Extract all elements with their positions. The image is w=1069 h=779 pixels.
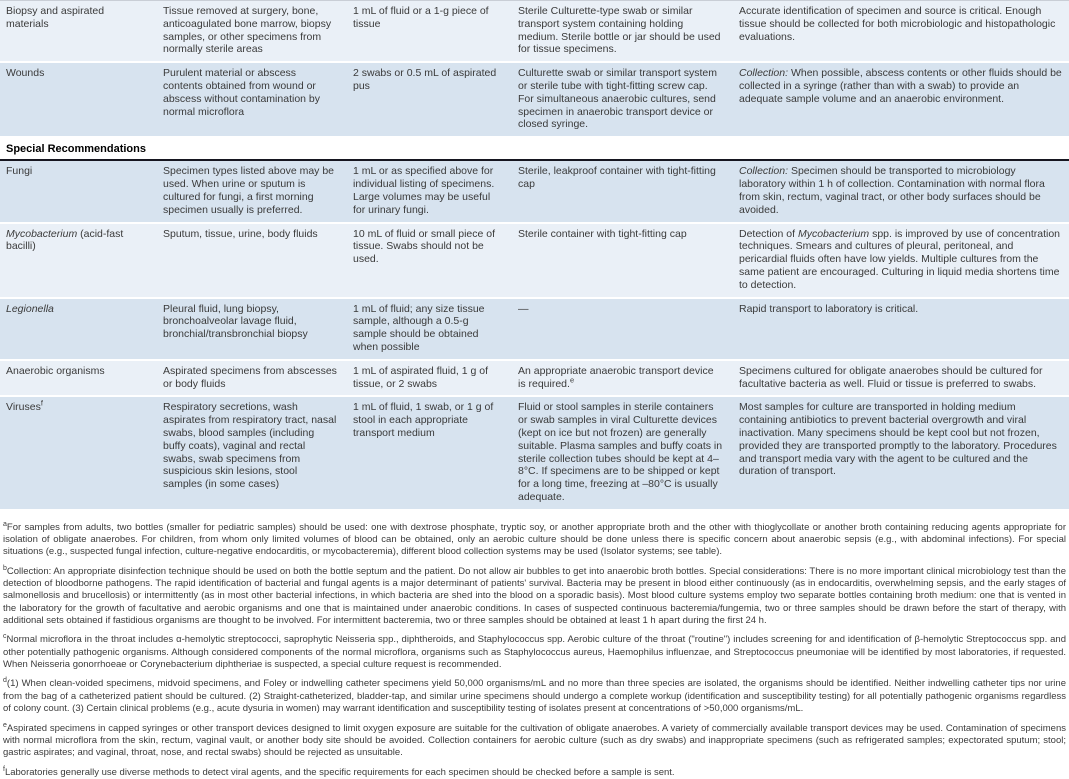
cell-minimum-volume: 1 mL of fluid; any size tissue sample, although a 0.5-g sample should be obtained when possible: [353, 302, 485, 353]
cell-other-considerations: Collection: When possible, abscess contents or other fluids should be collected in a syringe (rather than with a swab) to provide an adequate sample volume and an anaerobic environment.: [739, 67, 1062, 105]
cell-minimum-volume: 1 mL or as specified above for individual listing of specimens. Large volumes may be useful for urinary fungi.: [353, 165, 495, 216]
footnote-marker: d: [3, 677, 7, 685]
cell-specimen: Specimen types listed above may be used. When urine or sputum is cultured for fungi, a first morning specimen usually is preferred.: [163, 165, 335, 216]
cell-category: Fungi: [6, 165, 33, 178]
cell-specimen: Aspirated specimens from abscesses or body fluids: [163, 364, 337, 390]
cell-other-considerations: Most samples for culture are transported in holding medium containing antibiotics to prevent bacterial overgrowth and viral inactivation. Many specimens should be kept cool but not frozen, provided they are transported promptly to the laboratory. Procedures and transport media vary with the agent to be cultured and the duration of transport.: [739, 401, 1057, 478]
cell-other-considerations: Accurate identification of specimen and source is critical. Enough tissue should be collected for both microbiologic and histopathologic evaluations.: [739, 5, 1056, 43]
cell-category: Wounds: [6, 67, 45, 80]
table-row: [0, 1, 1069, 63]
footnote-e: $^e$Aspirated specimens in capped syringes or other transport devices designed to limit oxygen exposure are suitable for the cultivation of obligate anaerobes. A variety of commercially available transport devices may be used. Contamination of specimens with normal microflora from the skin, rectum, vaginal vault, or another body site should be avoided. Collection containers for aerobic culture (such as dry swabs) and inappropriate specimens (such as refrigerated samples; expectorated sputum; stool; gastric aspirates; and vaginal, throat, nose, and rectal swabs) should be rejected as unsuitable.: [3, 721, 1066, 759]
cell-minimum-volume: 10 mL of fluid or small piece of tissue. Swabs should not be used.: [353, 227, 496, 266]
footnote-marker: f: [40, 398, 43, 408]
footnote-marker: e: [569, 375, 575, 385]
cell-category: Anaerobic organisms: [6, 364, 105, 377]
footnote-a: $^a$For samples from adults, two bottles (smaller for pediatric samples) should be used: one with dextrose phosphate, tryptic soy, or another appropriate broth and the other with thioglycollate or another broth containing reducing agents appropriate for isolation of obligate anaerobes. For children, from whom only limited volumes of blood can be obtained, only an aerobic culture should be done unless there is specific concern about anaerobic sepsis (e.g., with abdominal infections). For special situations (e.g., suspected fungal infection, culture-negative endocarditis, or mycobacteremia), different blood collection systems may be used (Isolator systems; see table).: [3, 520, 1066, 558]
section-header-special-recommendations: Special Recommendations: [0, 138, 1069, 161]
cell-specimen: Respiratory secretions, wash aspirates from respiratory tract, nasal swabs, blood samples (including buffy coats), vaginal and rectal swabs, swab specimens from suspicious skin lesions, stool samples (in some cases): [163, 401, 337, 491]
cell-container: Sterile, leakproof container with tight-fitting cap: [518, 165, 716, 191]
cell-minimum-volume: 1 mL of aspirated fluid, 1 g of tissue, or 2 swabs: [353, 364, 489, 390]
cell-container: —: [518, 302, 529, 315]
footnote-b: $^b$Collection: An appropriate disinfection technique should be used on both the bottle septum and the patient. Do not allow air bubbles to get into anaerobic broth bottles. Special considerations: There is no more important clinical microbiology test than the detection of bloodborne pathogens. The rapid identification of bacterial and fungal agents is a major determinant of patients' survival. Bacteria may be present in blood either continuously (as in endocarditis, overwhelming sepsis, and the early stages of salmonellosis and brucellosis) or intermittently (as in most other bacterial infections, in which bacteria are shed into the blood on a sporadic basis). Most blood culture systems employ two separate bottles containing broth medium: one that is vented in the laboratory for the growth of facultative and aerobic organisms and one that is maintained under anaerobic conditions. In cases of suspected continuous bacteremia/fungemia, two or three samples should be drawn before the start of therapy, with additional sets obtained if fastidious organisms are thought to be involved. For intermittent bacteremia, two or three samples should be obtained at least 1 h apart during the first 24 h.: [3, 564, 1066, 627]
cell-container: Sterile Culturette-type swab or similar transport system containing holding medium. Sterile bottle or jar should be used for tissue specimens.: [518, 5, 721, 56]
cell-container: An appropriate anaerobic transport device is required.$^e$: [518, 364, 714, 390]
cell-minimum-volume: 2 swabs or 0.5 mL of aspirated pus: [353, 67, 497, 92]
cell-other-considerations: Detection of Mycobacterium spp. is improved by use of concentration techniques. Smears and cultures of pleural, peritoneal, and pericardial fluids often have low yields. Multiple cultures from the same patient are encouraged. Culturing in liquid media shortens time to detection.: [739, 227, 1061, 291]
cell-minimum-volume: 1 mL of fluid or a 1-g piece of tissue: [353, 5, 489, 30]
footnote-f: $^f$Laboratories generally use diverse methods to detect viral agents, and the specific requirements for each specimen should be checked before a sample is sent.: [3, 765, 675, 778]
table-row: [0, 299, 1069, 361]
cell-specimen: Pleural fluid, lung biopsy, bronchoalveolar lavage fluid, bronchial/transbronchial biopsy: [163, 302, 308, 341]
table-row: [0, 361, 1069, 398]
table-row: [0, 161, 1069, 223]
cell-other-considerations: Collection: Specimen should be transported to microbiology laboratory within 1 h of collection. Contamination with normal flora from skin, rectum, vaginal tract, or other body surfaces should be avoided.: [739, 165, 1045, 216]
footnote-marker: b: [3, 564, 7, 572]
cell-category: Biopsy and aspirated materials: [6, 5, 105, 30]
cell-other-considerations: Specimens cultured for obligate anaerobes should be cultured for facultative bacteria as well. Fluid or tissue is preferred to swabs.: [739, 364, 1043, 390]
footnote-marker: f: [3, 765, 5, 773]
cell-minimum-volume: 1 mL of fluid, 1 swab, or 1 g of stool in each appropriate transport medium: [353, 401, 494, 439]
table-row: [0, 397, 1069, 510]
cell-category: Mycobacterium (acid-fast bacilli): [6, 227, 124, 253]
cell-specimen: Tissue removed at surgery, bone, anticoagulated bone marrow, biopsy samples, or other specimens from normally sterile areas: [163, 5, 332, 56]
footnote-marker: c: [3, 633, 7, 641]
cell-container: Sterile container with tight-fitting cap: [518, 227, 687, 240]
cell-specimen: Sputum, tissue, urine, body fluids: [163, 227, 318, 240]
footnote-c: $^c$Normal microflora in the throat includes α-hemolytic streptococci, saprophytic Neisseria spp., diphtheroids, and Staphylococcus spp. Aerobic culture of the throat ("routine") includes screening for and identification of β-hemolytic Streptococcus spp. and other potentially pathogenic organisms. Although considered components of the normal microflora, organisms such as Staphylococcus aureus, Haemophilus influenzae, and Streptococcus pneumoniae will be identified by most laboratories, if requested. When Neisseria gonorrhoeae or Corynebacterium diphtheriae is suspected, a special culture request is recommended.: [3, 633, 1066, 671]
table-row: [0, 63, 1069, 138]
cell-category: Viruses$^f$: [6, 398, 43, 414]
footnote-d: $^d$(1) When clean-voided specimens, midvoid specimens, and Foley or indwelling catheter specimens yield 50,000 organisms/mL and no more than three species are isolated, the organisms should be identified. Neither indwelling catheter tips nor urine from the bag of a catheterized patient should be cultured. (2) Straight-catheterized, bladder-tap, and similar urine specimens should undergo a complete workup (identification and susceptibility testing) for all potentially pathogenic organisms regardless of colony count. (3) Certain clinical problems (e.g., acute dysuria in women) may warrant identification and susceptibility testing of isolates present at concentrations of >50,000 organisms/mL.: [3, 677, 1066, 715]
footnote-marker: e: [3, 721, 7, 729]
cell-other-considerations: Rapid transport to laboratory is critical.: [739, 302, 919, 315]
table-row: [0, 224, 1069, 299]
footnotes-section: [0, 511, 1069, 779]
footnote-marker: a: [3, 520, 7, 528]
cell-container: Culturette swab or similar transport system or sterile tube with tight-fitting screw cap. For simultaneous anaerobic cultures, send specimen in anaerobic transport device or closed syringe.: [518, 67, 717, 131]
cell-category: Legionella: [6, 302, 54, 315]
cell-container: Fluid or stool samples in sterile containers or swab samples in viral Culturette devices (kept on ice but not frozen) are generally suitable. Plasma samples and buffy coats in sterile collection tubes should be kept at 4–8°C. If specimens are to be shipped or kept for a long time, freezing at –80°C is usually adequate.: [518, 401, 723, 503]
cell-specimen: Purulent material or abscess contents obtained from wound or abscess without contamination by normal microflora: [163, 67, 321, 118]
